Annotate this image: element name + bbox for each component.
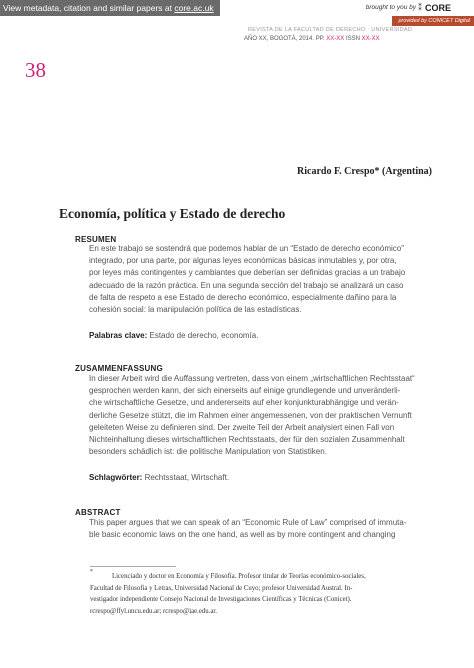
author-line: Ricardo F. Crespo* (Argentina) [297,166,432,177]
zusammenfassung-line: che wirtschaftliche Gesetze, und andererseits auf eher konjunkturabhängige und verän- [89,398,399,408]
zusammenfassung-line: besonders schädlich ist: die politische Manipulation von Statistiken. [89,447,327,457]
footnote-mark: * [90,569,93,575]
abstract-heading: ABSTRACT [75,508,121,517]
page-number: 38 [25,58,46,82]
core-link-site[interactable]: core.ac.uk [174,3,214,13]
abstract-line: This paper argues that we can speak of an “Economic Rule of Law” comprised of immuta- [89,518,407,527]
zusammenfassung-paragraph [89,373,441,458]
schlagwoerter-label: Schlagwörter: [89,473,143,482]
zusammenfassung-line: gesprochen werden kann, der sich einerseits auf einige grundlegende und unveränderli- [89,386,401,396]
footnote-line: vestigador independiente Consejo Nacional de Investigaciones Científicas y Técnicas (Conicet). [90,596,352,604]
resumen-keywords [89,331,258,340]
core-banner [0,0,474,26]
zusammenfassung-line: geleiteten Weise zu definieren sind. Der zweite Teil der Arbeit analysiert einen Fall von [89,422,395,432]
footnote-line: Facultad de Filosofía y Letras, Universidad Nacional de Cuyo; profesor Universidad Austral. In- [90,584,353,592]
issue-line [244,36,380,42]
schlagwoerter-value: Rechtsstaat, Wirtschaft. [142,473,230,482]
footnote-rule [90,566,176,567]
abstract-line: ble basic economic laws on the one hand, as well as by more contingent and changing [89,530,396,540]
resumen-line: por leyes más contingentes y cambiantes que deberían ser definidas gracias a un trabajo [89,268,406,278]
zusammenfassung-line: derliche Gesetze stützt, die im Rahmen einer angemessenen, von der praktischen Vernunft [89,410,412,420]
resumen-line: cohesión social: la manipulación política de las estadísticas. [89,304,302,314]
footnote-line: Licenciado y doctor en Economía y Filosofía. Profesor titular de Teorías económico-sociales, [112,573,366,580]
zusammenfassung-keywords [89,473,229,482]
core-dots-icon: ⁑ [418,3,422,12]
resumen-line: integrado, por una parte, por algunas leyes económicas básicas inmutables y, por otra, [89,256,397,266]
zusammenfassung-heading: ZUSAMMENFASSUNG [75,364,163,373]
article-title: Economía, política y Estado de derecho [59,206,286,221]
resumen-line: En este trabajo se sostendrá que podemos hablar de un “Estado de derecho económico” [89,244,404,253]
footnote-line: rcrespo@ffyl.uncu.edu.ar; rcrespo@iae.edu.ar. [90,607,217,615]
issue-prefix: AÑO XX, BOGOTÁ, 2014. PP. [244,36,325,42]
core-link-prefix: View metadata, citation and similar papers at [3,3,175,13]
issue-pages: XX-XX [326,36,345,42]
resumen-line: adecuado de la razón práctica. En una segunda sección del trabajo se analizará un caso [89,280,404,290]
provider-badge[interactable]: provided by CONICET Digital [392,16,474,26]
abstract-paragraph [89,517,441,541]
footnote [90,571,442,617]
brought-by-text: brought to you by [365,4,416,11]
core-logo-text: CORE [425,3,452,13]
resumen-line: de falta de respeto a ese Estado de derecho económico, especialmente dañino para la [89,292,397,302]
core-metadata-link[interactable] [0,0,220,16]
resumen-paragraph [89,243,441,316]
core-logo[interactable] [418,0,464,16]
journal-name-line: REVISTA DE LA FACULTAD DE DERECHO · UNIVERSIDAD [248,27,413,33]
zusammenfassung-line: In dieser Arbeit wird die Auffassung vertreten, dass von einem „wirtschaftlichen Rechtsstaat“ [89,374,415,383]
keywords-value: Estado de derecho, economía. [147,331,259,340]
resumen-heading: RESUMEN [75,235,117,244]
issn-value: XX-XX [361,36,380,42]
zusammenfassung-line: Nichteinhaltung dieses wirtschaftlichen Rechtsstaats, der für den sozialen Zusammenhalt [89,434,405,444]
issn-label: ISSN [345,36,360,42]
keywords-label: Palabras clave: [89,331,148,340]
